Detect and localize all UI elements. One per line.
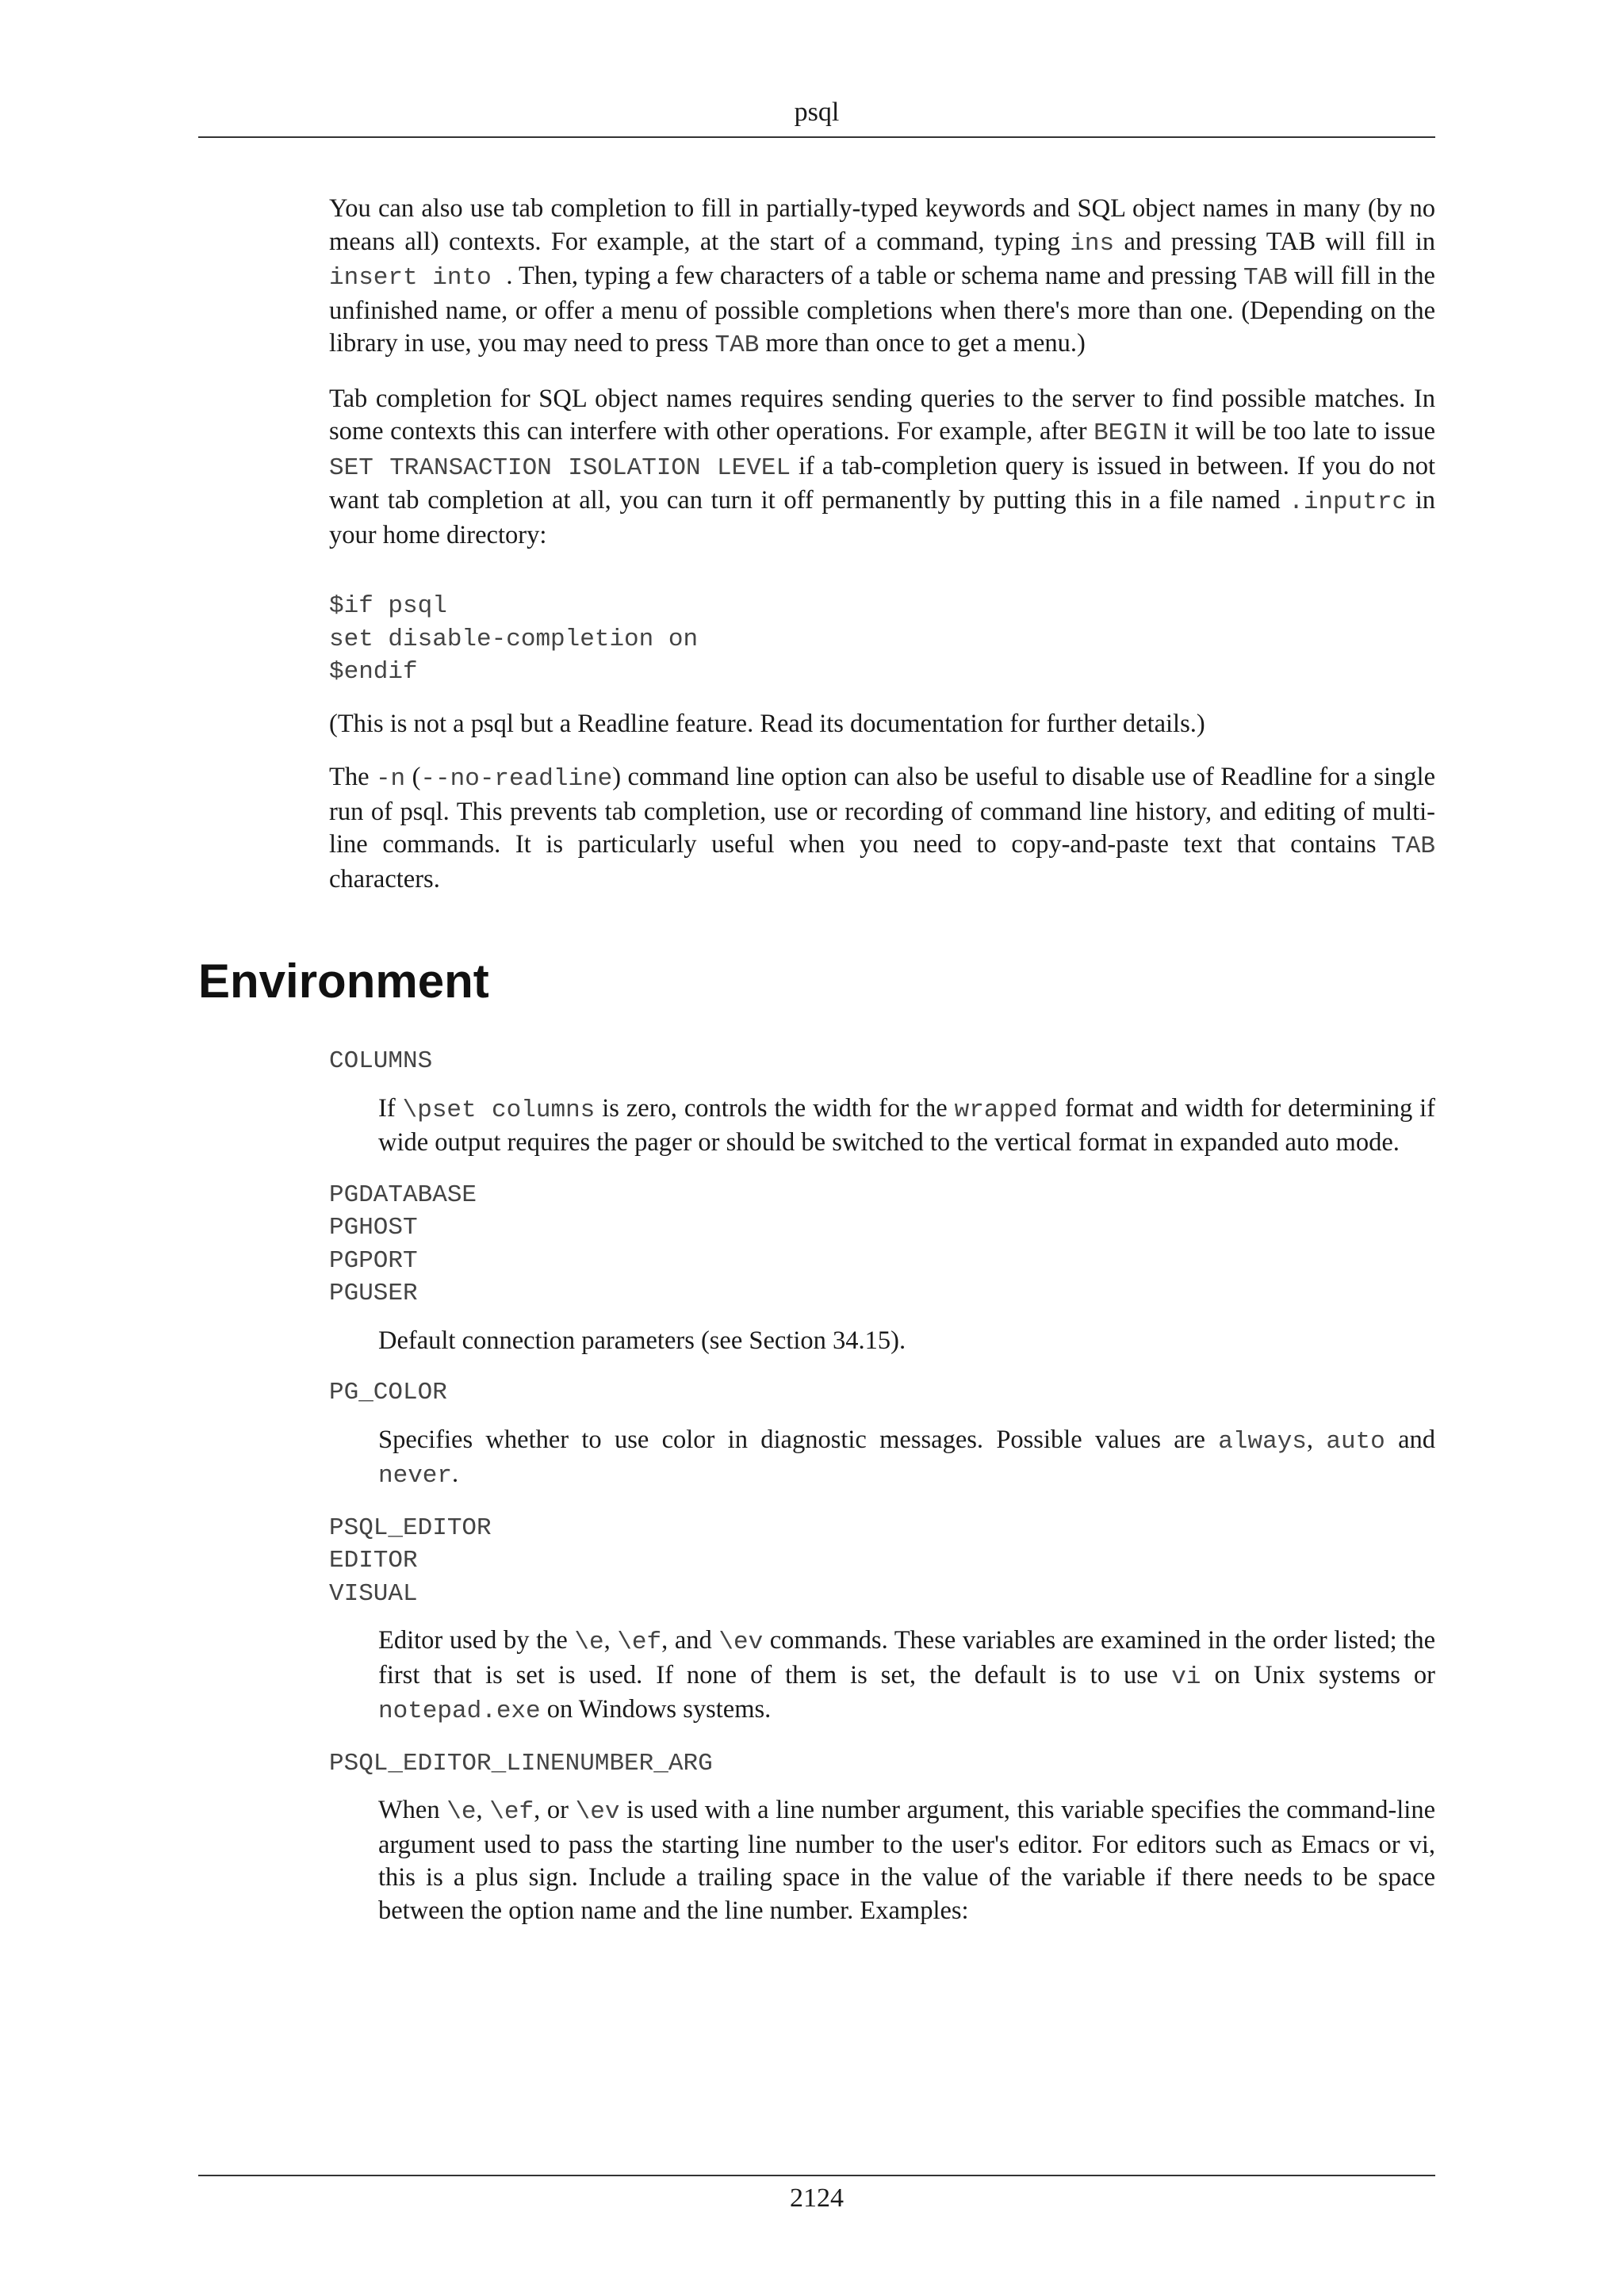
term-pgport: PGPORT [329, 1246, 418, 1275]
footer-rule [198, 2175, 1435, 2176]
paragraph-no-readline: The -n (--no-readline) command line option can also be useful to disable use of Readline for a single run of psql. This prevents tab completion, use or recording of command line history, and editing of multi-line commands. It is particularly useful when you need to copy-and-paste text that contains TAB characters. [329, 763, 1436, 894]
definition-connection: Default connection parameters (see Section 34.15). [378, 1326, 906, 1355]
header-rule [198, 136, 1435, 138]
definition-columns: If \pset columns is zero, controls the width for the wrapped format and width for determining if wide output requires the pager or should be switched to the vertical format in expanded auto mode. [378, 1093, 1435, 1157]
paragraph-tab-completion-queries: Tab completion for SQL object names requires sending queries to the server to find possible matches. In some contexts this can interfere with other operations. For example, after BEGIN it will be too late to issue SET TRANSACTION ISOLATION LEVEL if a tab-completion query is issued in between. If you do not want tab completion at all, you can turn it off permanently by putting this in a file named .inputrc in your home directory: [329, 384, 1436, 549]
environment-variable-list [329, 1045, 1435, 1946]
page-number: 2124 [790, 2183, 844, 2213]
paragraph-tab-completion: You can also use tab completion to fill in partially-typed keywords and SQL object names in many (by no means all) contexts. For example, at the start of a command, typing ins and pressing TAB will fill in insert into . Then, typing a few characters of a table or schema name and pressing TAB will fill in the unfinished name, or offer a menu of possible completions when there's more than one. (Depending on the library in use, you may need to press TAB more than once to get a menu.) [329, 194, 1436, 359]
term-visual: VISUAL [329, 1579, 418, 1608]
term-pgdatabase: PGDATABASE [329, 1181, 477, 1209]
definition-editor: Editor used by the \e, \ef, and \ev commands. These variables are examined in the order listed; the first that is set is used. If none of them is set, the default is to use vi on Unix systems or notepad.exe on Windows systems. [378, 1626, 1436, 1725]
term-psql-editor: PSQL_EDITOR [329, 1513, 492, 1542]
inputrc-code-block: $if psql set disable-completion on $endif [329, 592, 699, 686]
term-psql-editor-linenumber-arg: PSQL_EDITOR_LINENUMBER_ARG [329, 1749, 713, 1777]
definition-pg-color: Specifies whether to use color in diagnostic messages. Possible values are always, auto and never. [378, 1425, 1435, 1490]
term-pguser: PGUSER [329, 1280, 418, 1307]
paragraph-readline-note: (This is not a psql but a Readline feature. Read its documentation for further details.) [329, 709, 1205, 738]
term-columns: COLUMNS [329, 1047, 433, 1075]
term-group-editor [329, 1512, 1435, 1611]
term-group-connection [329, 1179, 1435, 1311]
section-heading-environment: Environment [198, 955, 489, 1008]
definition-linenumber-arg: When \e, \ef, or \ev is used with a line number argument, this variable specifies the command-line argument used to pass the starting line number to the user's editor. For editors such as Emacs or vi, this is a plus sign. Include a trailing space in the value of the variable if there needs to be space between the option name and the line number. Examples: [378, 1796, 1435, 1925]
term-pghost: PGHOST [329, 1214, 418, 1242]
running-header: psql [794, 98, 840, 127]
term-editor: EDITOR [329, 1547, 418, 1575]
intro-section [329, 193, 1435, 916]
term-pg-color: PG_COLOR [329, 1379, 447, 1406]
